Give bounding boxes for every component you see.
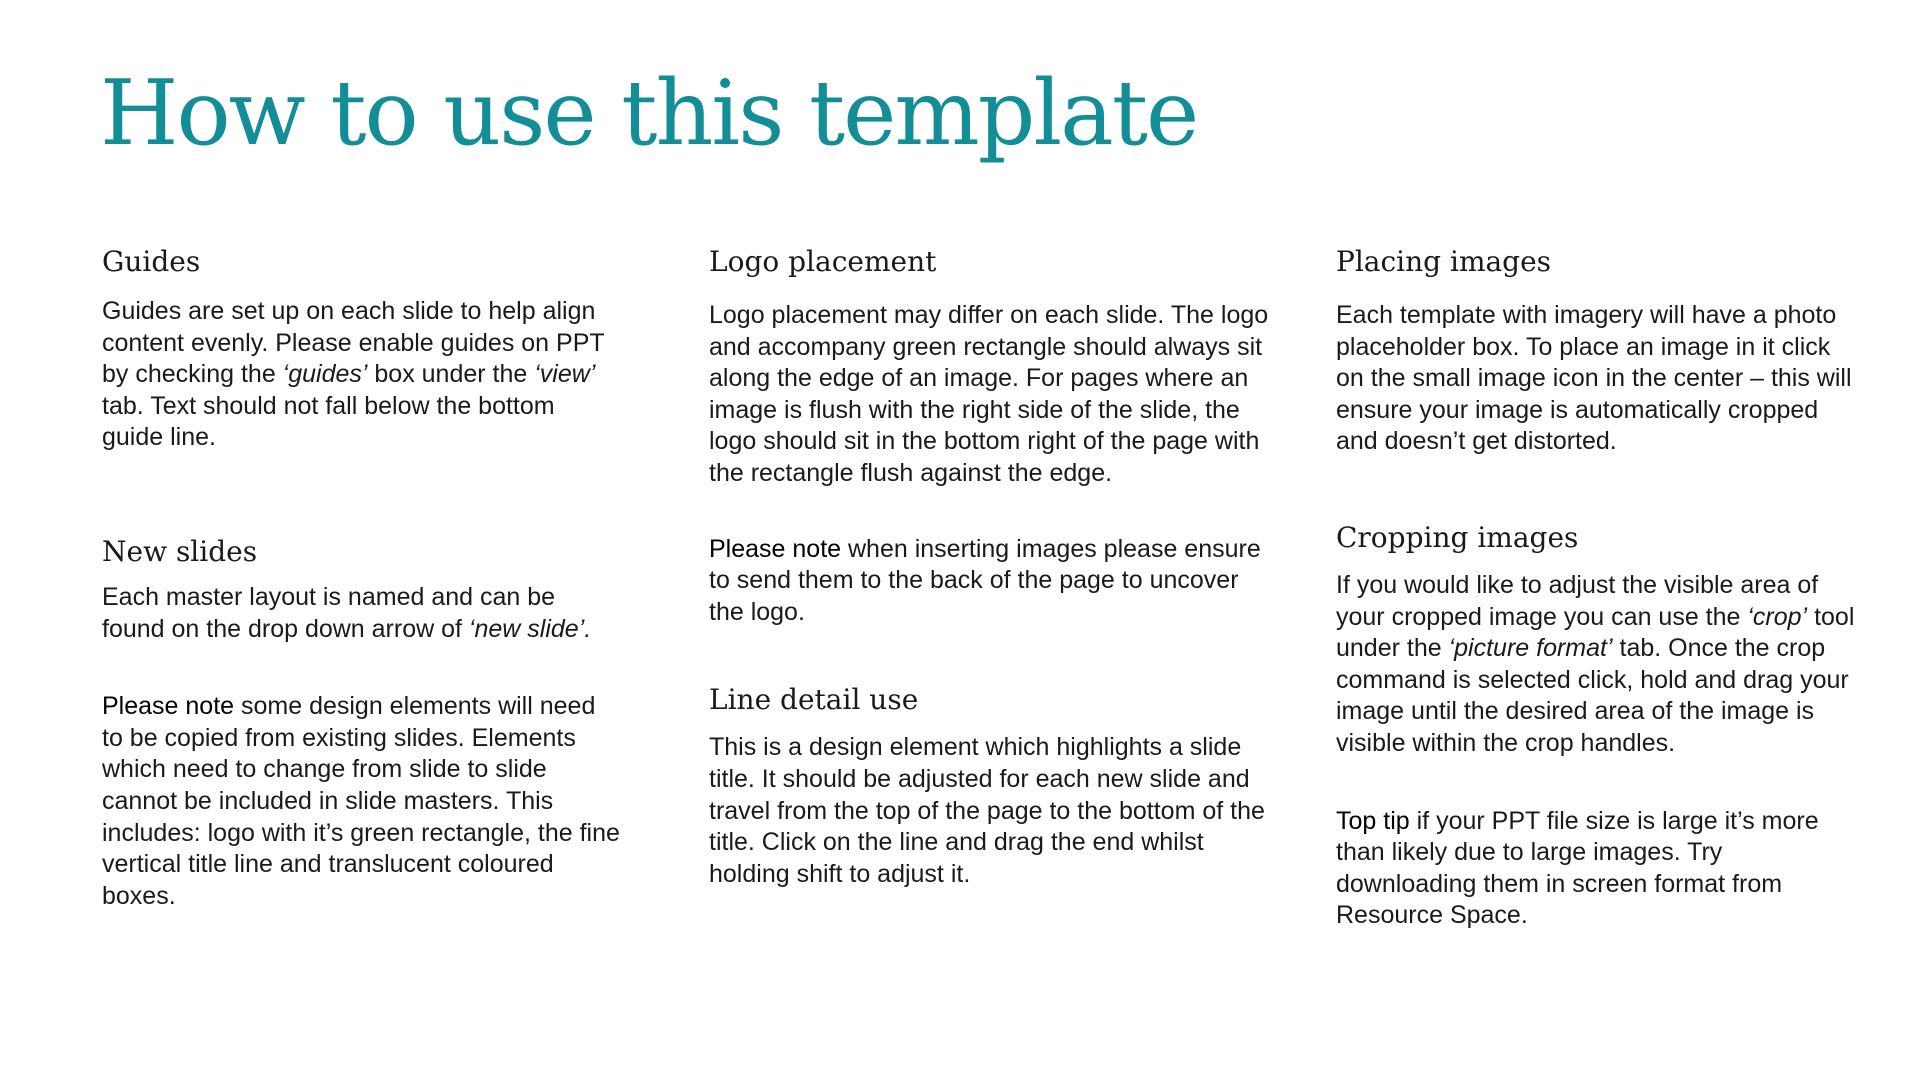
cropping-em-crop: ‘crop’	[1747, 602, 1808, 631]
heading-placing-images: Placing images	[1336, 245, 1552, 278]
line-detail-paragraph: This is a design element which highlights a slide title. It should be adjusted for each new slide and travel from the top of the page to the bottom of the title. Click on the line and drag the end whilst holding shift to adjust it.	[709, 733, 1265, 888]
heading-logo-placement: Logo placement	[709, 245, 937, 278]
logo-placement-paragraph: Logo placement may differ on each slide. The logo and accompany green rectangle should always sit along the edge of an image. For pages where an image is flush with the right side of the slide, the logo should sit in the bottom right of the page with the rectangle flush against the edge.	[709, 301, 1269, 487]
heading-new-slides: New slides	[102, 534, 258, 568]
new-slides-text-a: Each master layout is named and can be found on the drop down arrow of	[102, 582, 556, 643]
placing-images-paragraph: Each template with imagery will have a photo placeholder box. To place an image in it click on the small image icon in the center – this will ensure your image is automatically cropped and doesn’t get distorted.	[1336, 301, 1852, 456]
guides-paragraph	[102, 296, 622, 454]
guides-em-guides: ‘guides’	[282, 360, 368, 389]
cropping-text-a: If you would like to adjust the visible area of your cropped image you can use the	[1336, 570, 1819, 631]
new-slides-note	[102, 691, 622, 912]
guides-text-a: Guides are set up on each slide to help align content evenly. Please enable guides on PPT by checking the	[102, 297, 605, 389]
cropping-text-b: tool under the	[1336, 602, 1855, 663]
cropping-em-picture-format: ‘picture format’	[1448, 634, 1613, 663]
new-slides-em: ‘new slide’.	[468, 614, 592, 643]
new-slides-paragraph	[102, 582, 622, 645]
top-tip-label: Top tip	[1336, 806, 1410, 835]
heading-line-detail: Line detail use	[709, 683, 919, 717]
heading-guides: Guides	[102, 245, 201, 278]
column-left	[102, 244, 622, 912]
cropping-images-paragraph	[1336, 570, 1856, 760]
guides-text-c: tab. Text should not fall below the bottom guide line.	[102, 391, 555, 452]
logo-placement-note-label: Please note	[709, 534, 842, 563]
page-title: How to use this template	[100, 61, 1198, 166]
cropping-text-c: tab. Once the crop command is selected click, hold and drag your image until the desired area of the image is visible within the crop handles.	[1336, 634, 1849, 757]
top-tip-text: if your PPT file size is large it’s more than likely due to large images. Try downloading them in screen format from Resource Space.	[1336, 806, 1819, 930]
new-slides-note-label: Please note	[102, 692, 235, 721]
logo-placement-note	[709, 534, 1269, 629]
guides-text-b: box under the	[367, 360, 535, 389]
guides-em-view: ‘view’	[534, 360, 596, 389]
heading-cropping-images: Cropping images	[1336, 520, 1579, 554]
column-right	[1336, 244, 1856, 932]
new-slides-note-text: some design elements will need to be copied from existing slides. Elements which need to change from slide to slide cannot be included in slide masters. This includes: logo with it’s green rectangle, the fine vertical title line and translucent coloured boxes.	[102, 692, 620, 910]
logo-placement-note-text: when inserting images please ensure to send them to the back of the page to uncover the logo.	[709, 534, 1261, 626]
column-middle	[709, 244, 1269, 890]
top-tip-paragraph	[1336, 806, 1856, 932]
